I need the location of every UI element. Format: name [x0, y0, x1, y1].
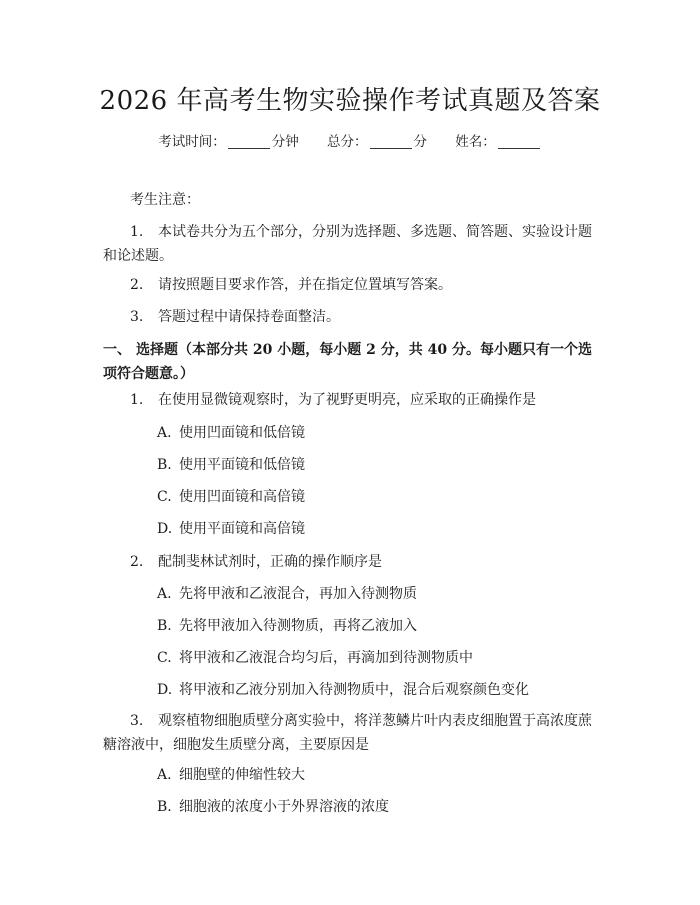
option-letter: B. [157, 799, 172, 815]
question-number: 2. [130, 554, 144, 570]
option-letter: C. [157, 650, 172, 666]
question [130, 390, 536, 410]
answer-option[interactable] [157, 519, 305, 539]
notice-item-number: 3. [130, 309, 144, 325]
notice-item [130, 307, 340, 327]
exam-time-label: 考试时间： [158, 134, 226, 150]
option-letter: D. [157, 521, 173, 537]
notice-item [130, 275, 452, 295]
name-blank[interactable] [498, 134, 540, 149]
notice-item-number: 2. [130, 277, 144, 293]
option-text: 使用平面镜和高倍镜 [179, 521, 305, 537]
total-score-field [327, 132, 427, 152]
exam-time-field [158, 132, 299, 152]
section-heading-text: 选择题（本部分共 20 小题，每小题 2 分，共 40 分。每小题只有一个选项符合题意。） [103, 342, 592, 382]
name-label: 姓名： [455, 134, 496, 150]
option-text: 使用凹面镜和高倍镜 [179, 489, 305, 505]
option-letter: B. [157, 457, 172, 473]
answer-option[interactable] [157, 765, 305, 785]
notice-item-text: 请按照题目要求作答，并在指定位置填写答案。 [158, 277, 452, 293]
question-stem: 在使用显微镜观察时，为了视野更明亮，应采取的正确操作是 [158, 392, 536, 408]
answer-option[interactable] [157, 680, 529, 700]
answer-option[interactable] [157, 455, 305, 475]
option-letter: C. [157, 489, 172, 505]
notice-item-number: 1. [130, 224, 144, 240]
exam-time-unit: 分钟 [271, 134, 299, 150]
option-letter: A. [157, 767, 172, 783]
option-text: 将甲液和乙液分别加入待测物质中，混合后观察颜色变化 [179, 682, 529, 698]
option-text: 先将甲液加入待测物质，再将乙液加入 [179, 618, 417, 634]
question-stem: 配制斐林试剂时，正确的操作顺序是 [158, 554, 382, 570]
option-text: 使用平面镜和低倍镜 [179, 457, 305, 473]
answer-option[interactable] [157, 797, 389, 817]
option-text: 先将甲液和乙液混合，再加入待测物质 [179, 586, 417, 602]
answer-option[interactable] [157, 648, 473, 668]
option-text: 将甲液和乙液混合均匀后，再滴加到待测物质中 [179, 650, 473, 666]
total-score-blank[interactable] [370, 134, 412, 149]
option-text: 使用凹面镜和低倍镜 [179, 425, 305, 441]
name-field [455, 132, 542, 152]
option-letter: A. [157, 586, 172, 602]
section-heading [103, 338, 603, 386]
question [103, 709, 603, 757]
notice-heading: 考生注意： [130, 192, 200, 208]
question-stem: 观察植物细胞质壁分离实验中，将洋葱鳞片叶内表皮细胞置于高浓度蔗糖溶液中，细胞发生质壁分离，主要原因是 [103, 713, 592, 753]
option-letter: D. [157, 682, 173, 698]
notice-item-text: 本试卷共分为五个部分，分别为选择题、多选题、简答题、实验设计题和论述题。 [103, 224, 592, 264]
answer-option[interactable] [157, 423, 305, 443]
section-number: 一、 [103, 342, 131, 358]
answer-option[interactable] [157, 584, 417, 604]
question-number: 1. [130, 392, 144, 408]
exam-info-row [0, 132, 700, 152]
option-text: 细胞液的浓度小于外界溶液的浓度 [179, 799, 389, 815]
notice-item [103, 220, 603, 268]
question-number: 3. [130, 713, 144, 729]
total-score-unit: 分 [413, 134, 427, 150]
page-title: 2026 年高考生物实验操作考试真题及答案 [99, 86, 601, 116]
option-letter: A. [157, 425, 172, 441]
option-letter: B. [157, 618, 172, 634]
answer-option[interactable] [157, 487, 305, 507]
exam-time-blank[interactable] [228, 134, 270, 149]
option-text: 细胞壁的伸缩性较大 [179, 767, 305, 783]
total-score-label: 总分： [327, 134, 368, 150]
question [130, 552, 382, 572]
notice-item-text: 答题过程中请保持卷面整洁。 [158, 309, 340, 325]
answer-option[interactable] [157, 616, 417, 636]
